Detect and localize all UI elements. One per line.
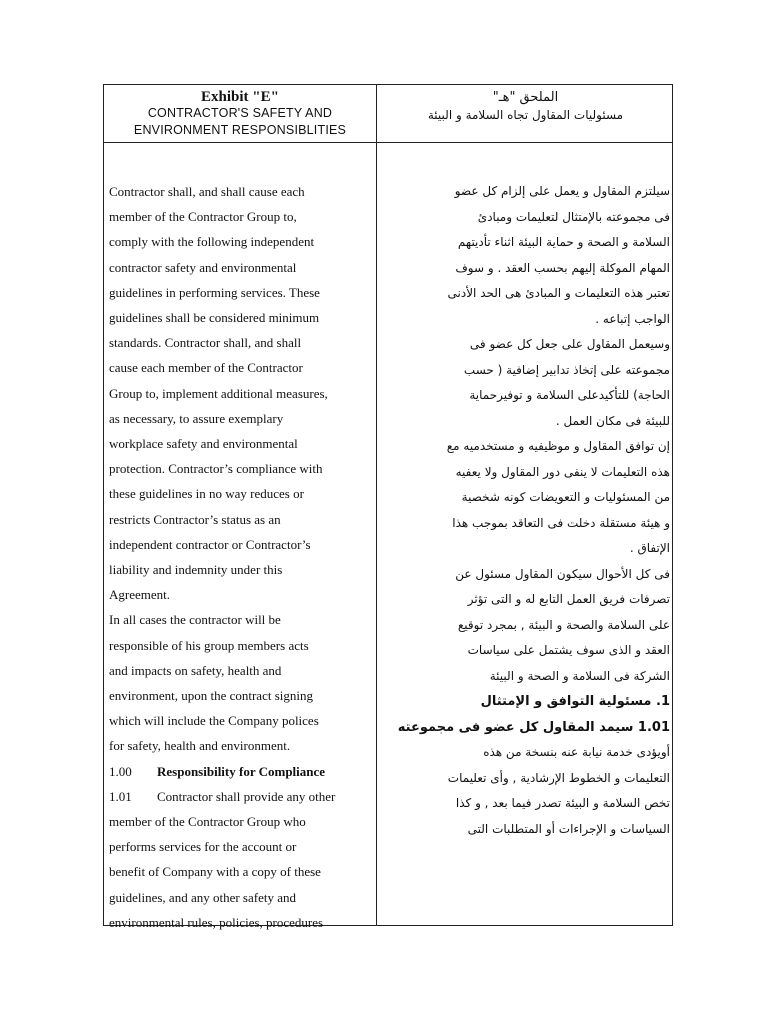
english-column [109,179,373,935]
english-line: Group to, implement additional measures, [109,385,328,401]
section-number: 1.00 [109,763,132,779]
arabic-line: السلامة و الصحة و حماية البيئة اثناء تأديتهم [457,235,670,249]
english-line: Agreement. [109,587,171,603]
arabic-line: من المسئوليات و التعويضات كونه شخصية [461,490,670,504]
arabic-line: المهام الموكلة إليهم بحسب العقد . و سوف [455,260,670,275]
arabic-line: سيلتزم المقاول و يعمل على إلزام كل عضو [454,184,670,198]
english-line: guidelines shall be considered minimum [109,310,320,326]
english-title: Exhibit "E" [201,89,279,105]
english-line: workplace safety and environmental [109,436,298,452]
english-line: which will include the Company polices [109,713,319,729]
arabic-line: للبيئة فى مكان العمل . [555,413,670,428]
header-divider [104,142,672,143]
arabic-column [380,179,670,842]
arabic-line: التعليمات و الخطوط الإرشادية , وأى تعليمات [447,770,670,785]
english-line: guidelines, and any other safety and [109,889,296,905]
arabic-section-1-01: 1.01 سيمد المقاول كل عضو فى مجموعته [397,719,670,735]
english-line: contractor safety and environmental [109,259,297,275]
document-table [103,84,673,930]
english-line: restricts Contractor’s status as an [109,511,281,527]
english-line: member of the Contractor Group to, [109,209,297,225]
arabic-title: الملحق "هـ" [492,90,559,105]
english-line: benefit of Company with a copy of these [109,864,321,880]
arabic-line: تعتبر هذه التعليمات و المبادئ هى الحد الأدنى [447,286,670,300]
arabic-line: تصرفات فريق العمل التابع له و التى تؤثر [467,592,670,606]
arabic-line: فى كل الأحوال سيكون المقاول مسئول عن [455,566,670,581]
english-line: responsible of his group members acts [109,637,309,653]
arabic-line: الإتفاق . [629,541,670,555]
english-line: guidelines in performing services. These [109,284,320,300]
arabic-section-heading: 1. مسئولية التوافق و الإمتثال [480,694,670,709]
arabic-line: أويؤدى خدمة نيابة عنه بنسخة من هذه [483,745,670,759]
arabic-header [377,89,674,124]
arabic-line: على السلامة والصحة و البيئة , بمجرد توقيع [457,617,670,632]
english-line: protection. Contractor’s compliance with [109,461,323,477]
english-line: comply with the following independent [109,234,315,250]
arabic-line: مجموعته على إتخاذ تدابير إضافية ( حسب [463,362,670,377]
english-line: environmental rules, policies, procedures [109,914,324,930]
section-title: Responsibility for Compliance [157,763,326,779]
arabic-line: الواجب إتباعه . [595,311,670,326]
column-divider [376,85,377,925]
arabic-line: الحاجة) للتأكيدعلى السلامة و توفيرحماية [469,388,670,402]
english-subtitle-line2: ENVIRONMENT RESPONSIBLITIES [133,123,347,137]
english-line: as necessary, to assure exemplary [109,410,284,426]
english-line: these guidelines in no way reduces or [109,486,304,502]
english-line: performs services for the account or [109,839,297,855]
arabic-line: فى مجموعته بالإمتثال لتعليمات ومبادئ [477,209,670,224]
arabic-line: السياسات و الإجراءات أو المتطلبات التى [467,821,670,836]
arabic-line: الشركة فى السلامة و الصحة و البيئة [489,668,670,683]
english-line: cause each member of the Contractor [109,360,303,376]
english-line: Contractor shall, and shall cause each [109,184,305,199]
arabic-line: وسيعمل المقاول على جعل كل عضو فى [469,337,670,351]
english-line: member of the Contractor Group who [109,814,306,830]
section-heading-1-00 [109,759,373,784]
section-text: Contractor shall provide any other [157,788,336,804]
english-line: In all cases the contractor will be [109,612,281,628]
arabic-line: تخص السلامة و البيئة تصدر فيما بعد , و كذا [455,796,670,810]
english-line: environment, upon the contract signing [109,688,313,704]
arabic-subtitle: مسئوليات المقاول تجاه السلامة و البيئة [427,108,624,122]
section-1-01-first-line [109,784,373,809]
section-number: 1.01 [109,788,132,804]
english-header [104,89,376,139]
arabic-line: العقد و الذى سوف يشتمل على سياسات [467,643,670,657]
english-line: standards. Contractor shall, and shall [109,335,302,351]
english-line: and impacts on safety, health and [109,662,282,678]
arabic-line: إن توافق المقاول و موظيفيه و مستخدميه مع [446,439,670,453]
english-line: independent contractor or Contractor’s [109,536,311,552]
english-line: liability and indemnity under this [109,562,283,578]
arabic-line: و هيئة مستقلة دخلت فى التعاقد بموجب هذا [452,515,670,530]
arabic-line: هذه التعليمات لا ينفى دور المقاول ولا يعفيه [455,464,670,479]
english-subtitle-line1: CONTRACTOR'S SAFETY AND [147,106,333,120]
english-line: for safety, health and environment. [109,738,291,754]
